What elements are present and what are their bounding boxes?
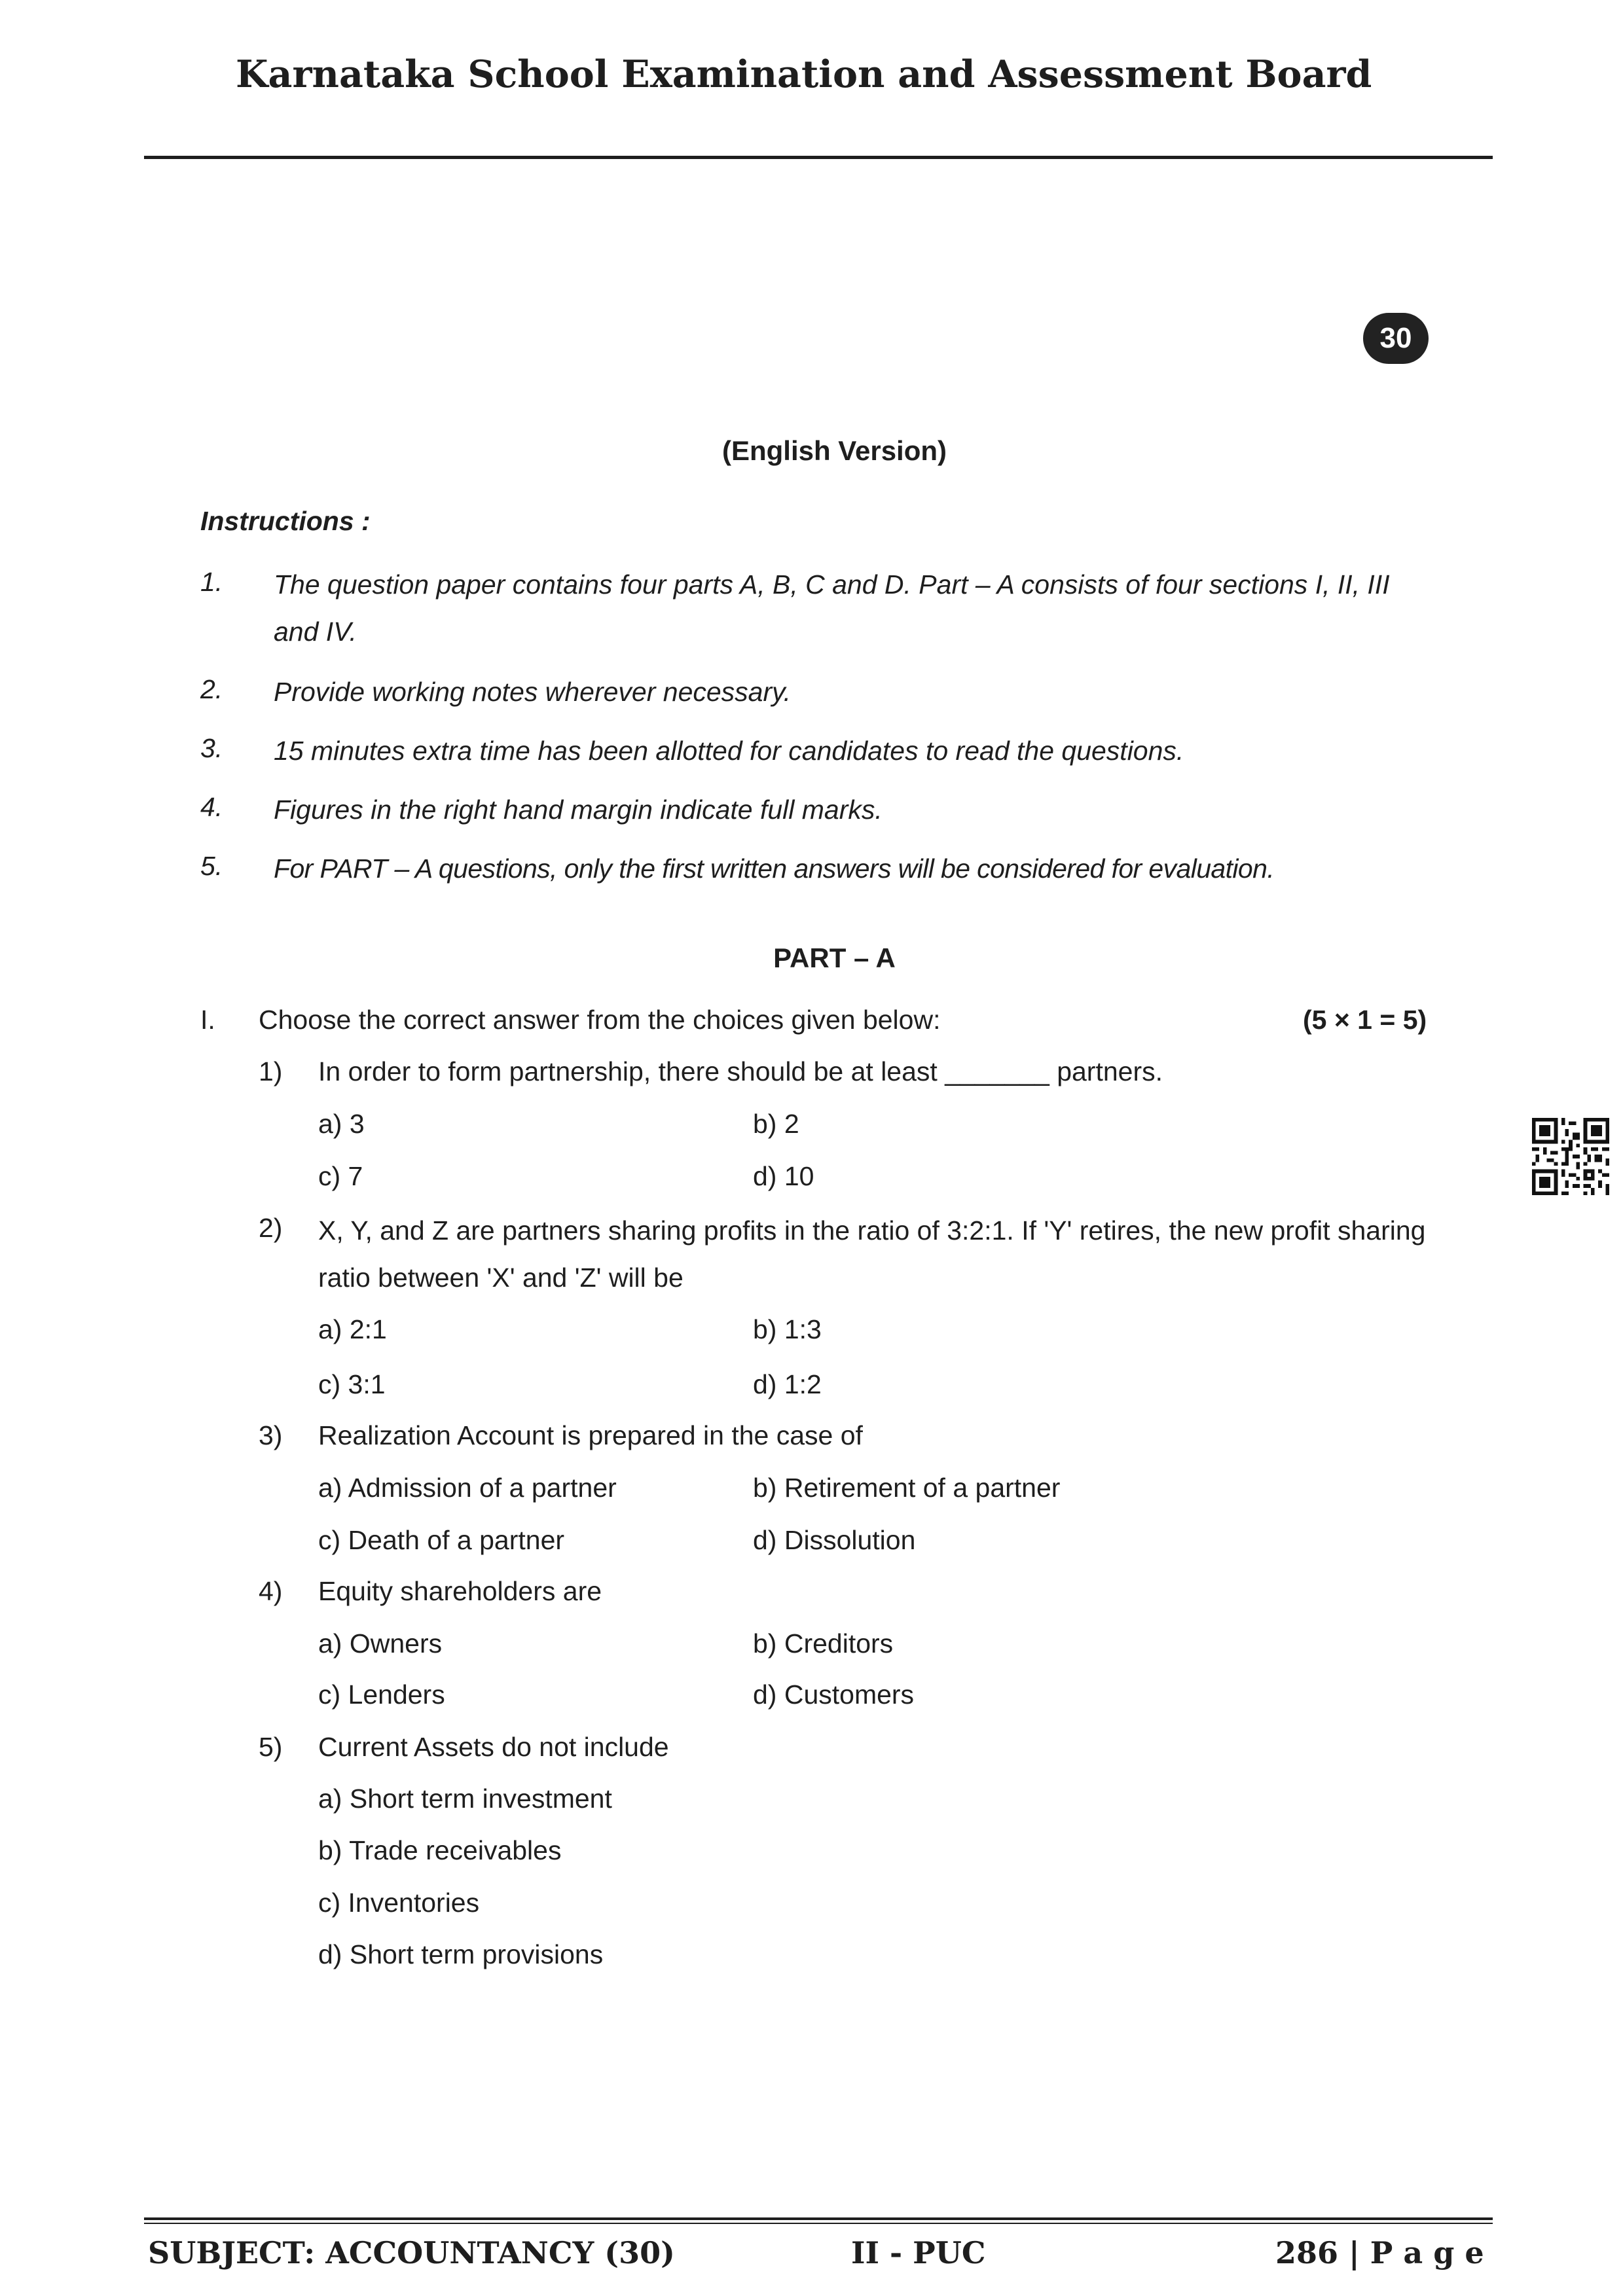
- option: d) 1:2: [753, 1369, 822, 1399]
- option: a) Admission of a partner: [318, 1473, 617, 1503]
- option: c) 3:1: [318, 1369, 386, 1399]
- instruction-text: Provide working notes wherever necessary.: [274, 677, 791, 707]
- instruction-text: The question paper contains four parts A, B, C and D. Part – A consists of four sections I, II, III and IV.: [274, 569, 1390, 647]
- instruction-text: 15 minutes extra time has been allotted for candidates to read the questions.: [274, 736, 1184, 766]
- board-title: Karnataka School Examination and Assessment Board: [236, 52, 1372, 96]
- footer-page-number: 286 | P a g e: [1275, 2235, 1484, 2270]
- option: b) Retirement of a partner: [753, 1473, 1061, 1503]
- question-text: In order to form partnership, there should be at least _______ partners.: [318, 1056, 1163, 1086]
- option: a) Owners: [318, 1628, 443, 1659]
- part-a-title: PART – A: [773, 942, 896, 973]
- instruction-number: 1.: [200, 567, 223, 597]
- question-number: 2): [259, 1213, 283, 1243]
- option: b) Trade receivables: [318, 1835, 562, 1865]
- qr-code-icon: [1532, 1118, 1609, 1195]
- footer-divider: [144, 2217, 1493, 2220]
- question-number: 3): [259, 1420, 283, 1450]
- question-number: 4): [259, 1576, 283, 1606]
- question-text: X, Y, and Z are partners sharing profits in the ratio of 3:2:1. If 'Y' retires, the new profit sharing ratio between 'X' and 'Z' will be: [318, 1215, 1426, 1293]
- instruction-number: 5.: [200, 851, 223, 881]
- option: d) Short term provisions: [318, 1939, 604, 1969]
- section-marks: (5 × 1 = 5): [1303, 1005, 1427, 1035]
- question-number: 1): [259, 1056, 283, 1086]
- option: c) Death of a partner: [318, 1525, 565, 1555]
- question-text: Realization Account is prepared in the case of: [318, 1420, 863, 1450]
- instruction-number: 3.: [200, 733, 223, 763]
- footer-subject: SUBJECT: ACCOUNTANCY (30): [148, 2235, 675, 2270]
- option: b) Creditors: [753, 1628, 894, 1659]
- footer-divider: [144, 2223, 1493, 2224]
- option: c) Inventories: [318, 1888, 480, 1918]
- question-text: Current Assets do not include: [318, 1732, 669, 1762]
- header-divider: [144, 156, 1493, 159]
- paper-code-badge: 30: [1363, 313, 1429, 364]
- instruction-number: 4.: [200, 792, 223, 822]
- section-number: I.: [200, 1005, 215, 1035]
- version-label: (English Version): [721, 435, 947, 466]
- option: d) Customers: [753, 1679, 915, 1710]
- option: c) 7: [318, 1161, 363, 1191]
- option: b) 1:3: [753, 1314, 822, 1344]
- section-instruction: Choose the correct answer from the choices given below:: [259, 1005, 941, 1035]
- question-text: Equity shareholders are: [318, 1576, 602, 1606]
- instructions-heading: Instructions :: [200, 506, 371, 536]
- footer-class: II - PUC: [851, 2235, 986, 2270]
- option: c) Lenders: [318, 1679, 445, 1710]
- option: a) 3: [318, 1109, 365, 1139]
- option: a) Short term investment: [318, 1784, 612, 1814]
- option: d) Dissolution: [753, 1525, 916, 1555]
- option: a) 2:1: [318, 1314, 387, 1344]
- instruction-text: For PART – A questions, only the first written answers will be considered for evaluation.: [274, 853, 1275, 884]
- option: d) 10: [753, 1161, 814, 1191]
- instruction-text: Figures in the right hand margin indicate full marks.: [274, 795, 883, 825]
- instruction-number: 2.: [200, 674, 223, 704]
- question-number: 5): [259, 1732, 283, 1762]
- option: b) 2: [753, 1109, 799, 1139]
